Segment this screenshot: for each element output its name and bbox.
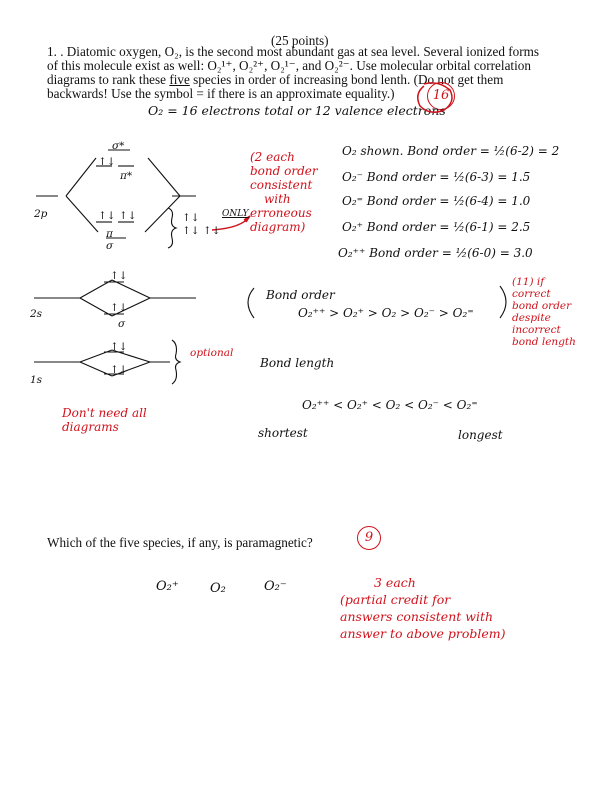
paramagnetic-answer-1: O₂⁺ bbox=[156, 579, 179, 594]
label-1s: 1s bbox=[30, 374, 43, 386]
question-line-1: 1. . Diatomic oxygen, O₂, is the second most abundant gas at sea level. Several ionized forms bbox=[47, 44, 540, 59]
red-note-line: (11) if bbox=[512, 276, 545, 288]
red-note-line: despite bbox=[512, 312, 551, 324]
red-note-line: diagrams bbox=[62, 420, 119, 434]
points-label: (25 points) bbox=[271, 33, 329, 48]
question-line-3-start: diagrams to rank these bbox=[47, 72, 170, 87]
longest-label: longest bbox=[458, 428, 503, 442]
sigma-2s-electrons: ↑↓ bbox=[110, 302, 128, 314]
bond-order-o2-minus: O₂⁻ Bond order = ½(6-3) = 1.5 bbox=[342, 170, 531, 184]
red-note-line: erroneous bbox=[250, 206, 312, 220]
bond-length-label: Bond length bbox=[260, 356, 335, 370]
red-note-line: consistent bbox=[250, 178, 313, 192]
pi-star-label: π* bbox=[120, 170, 133, 182]
question-line-3-end: species in order of increasing bond lenth. (Do not get them bbox=[189, 72, 504, 87]
red-note-consistent bbox=[250, 150, 320, 234]
question-line-4: backwards! Use the symbol = if there is an approximate equality.) bbox=[47, 86, 395, 101]
extra-electrons-1: ↑↓ bbox=[182, 212, 200, 224]
red-note-line: with bbox=[264, 192, 291, 206]
sigma-star-1s-electrons: ↑↓ bbox=[110, 341, 128, 353]
question-line-2: of this molecule exist as well: O₂¹⁺, O₂²⁺, O₂¹⁻, and O₂²⁻. Use molecular orbital correlation bbox=[47, 58, 531, 73]
bond-order-o2-2plus: O₂⁺⁺ Bond order = ½(6-0) = 3.0 bbox=[338, 246, 533, 260]
red-note-line: (partial credit for bbox=[340, 592, 451, 607]
label-2p: 2p bbox=[34, 208, 48, 220]
shortest-label: shortest bbox=[258, 426, 308, 440]
paramagnetic-score-circle: 9 bbox=[357, 526, 381, 550]
sigma-star-2s-electrons: ↑↓ bbox=[110, 270, 128, 282]
sigma-2s-label: σ bbox=[118, 318, 126, 330]
bond-order-ranking: O₂⁺⁺ > O₂⁺ > O₂ > O₂⁻ > O₂⁼ bbox=[298, 306, 474, 320]
bond-order-o2-plus: O₂⁺ Bond order = ½(6-1) = 2.5 bbox=[342, 220, 531, 234]
red-note-line: Don't need all bbox=[62, 406, 147, 420]
pi-star-electrons-left: ↑↓ bbox=[98, 156, 116, 168]
only-label: ONLY bbox=[222, 209, 249, 219]
pi-electrons: ↑↓ ↑↓ bbox=[98, 210, 137, 222]
paramagnetic-answer-2: O₂ bbox=[210, 581, 226, 596]
red-note-dont-need bbox=[62, 406, 147, 434]
paramagnetic-question: Which of the five species, if any, is paramagnetic? bbox=[47, 535, 313, 550]
red-note-line: bond order bbox=[250, 164, 318, 178]
red-note-line: 3 each bbox=[374, 575, 416, 590]
pi-label: π bbox=[106, 228, 113, 240]
sigma-star-label: σ* bbox=[112, 140, 125, 152]
red-note-three-each bbox=[340, 574, 506, 642]
red-note-line: correct bbox=[512, 288, 551, 300]
underlined-five: five bbox=[169, 72, 190, 87]
paramagnetic-answer-3: O₂⁻ bbox=[264, 579, 287, 594]
red-note-line: bond order bbox=[512, 300, 572, 312]
sigma-1s-electrons: ↑↓ bbox=[110, 364, 128, 376]
red-note-line: (2 each bbox=[250, 150, 295, 164]
red-note-line: answers consistent with bbox=[340, 609, 494, 624]
red-note-line: incorrect bbox=[512, 324, 561, 336]
red-note-line: answer to above problem) bbox=[340, 626, 506, 641]
bond-order-o2: O₂ shown. Bond order = ½(6-2) = 2 bbox=[342, 144, 560, 158]
bond-order-ranking-label: Bond order bbox=[266, 288, 335, 302]
bond-order-o2-2minus: O₂⁼ Bond order = ½(6-4) = 1.0 bbox=[342, 194, 531, 208]
red-note-line: bond length bbox=[512, 336, 576, 348]
score-circle: 16 bbox=[427, 82, 455, 110]
red-note-line: diagram) bbox=[250, 220, 306, 234]
label-2s: 2s bbox=[30, 308, 43, 320]
electron-count-note: O₂ = 16 electrons total or 12 valence electrons bbox=[148, 103, 446, 118]
red-note-optional: optional bbox=[190, 347, 234, 359]
sigma-label-2p: σ bbox=[106, 240, 114, 252]
red-note-correct-order bbox=[512, 276, 576, 348]
bond-length-ranking: O₂⁺⁺ < O₂⁺ < O₂ < O₂⁻ < O₂⁼ bbox=[302, 398, 478, 412]
extra-electrons-2: ↑↓ ↑↓ bbox=[182, 225, 221, 237]
